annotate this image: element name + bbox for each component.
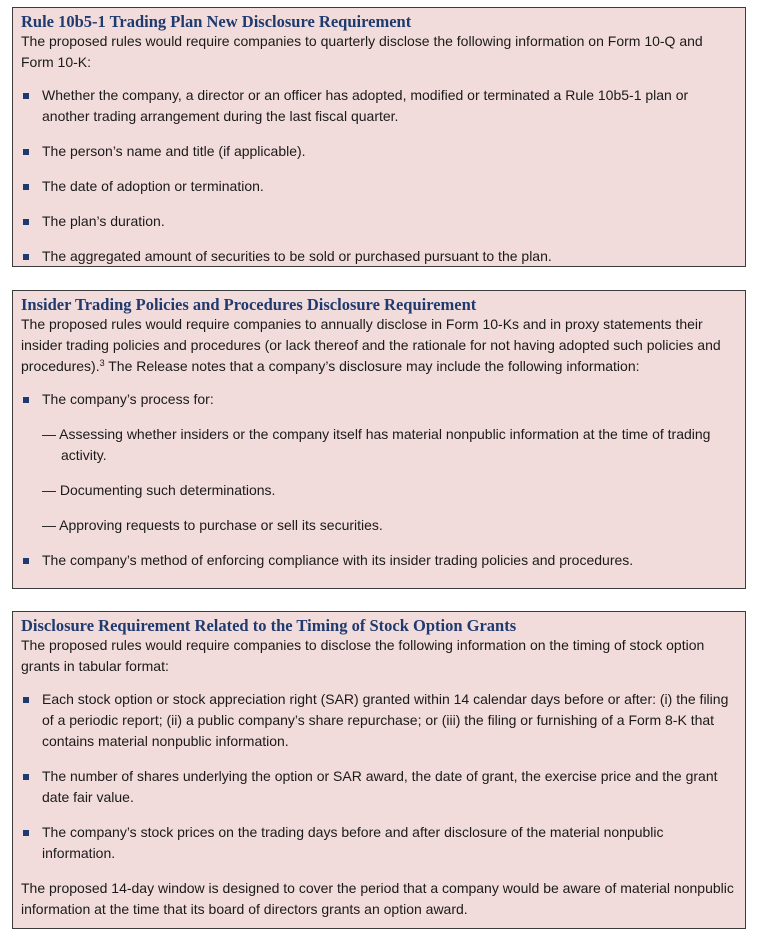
list-item-text: The company’s stock prices on the trading days before and after disclosure of the material nonpublic information. <box>42 824 664 861</box>
sub-list-item: — Assessing whether insiders or the company itself has material nonpublic information at the time of trading activity. <box>42 426 711 463</box>
list-item <box>21 389 735 410</box>
square-bullet-icon <box>23 830 29 836</box>
intro-text-continued: The Release notes that a company’s disclosure may include the following information: <box>104 358 640 374</box>
list-item-text: Whether the company, a director or an officer has adopted, modified or terminated a Rule 10b5-1 plan or another trading arrangement during the last fiscal quarter. <box>42 87 689 124</box>
list-item <box>21 211 735 232</box>
square-bullet-icon <box>23 149 29 155</box>
box-title: Disclosure Requirement Related to the Timing of Stock Option Grants <box>21 616 517 635</box>
footnote-reference: 3 <box>99 358 105 368</box>
list-item <box>21 689 735 752</box>
square-bullet-icon <box>23 184 29 190</box>
list-item-text: The person’s name and title (if applicable). <box>42 143 306 159</box>
list-item <box>21 822 735 864</box>
square-bullet-icon <box>23 254 29 260</box>
list-item-text: The aggregated amount of securities to be sold or purchased pursuant to the plan. <box>42 248 552 264</box>
list-item-text: The company’s process for: <box>42 391 214 407</box>
rule-10b5-1-disclosure-box <box>12 7 746 267</box>
square-bullet-icon <box>23 558 29 564</box>
list-item-text: Each stock option or stock appreciation right (SAR) granted within 14 calendar days before or after: (i) the filing of a periodic report; (ii) a public company’s share repurchase; or (iii) the filing or furnishing of a Form 8-K that contains material nonpublic information. <box>42 691 729 749</box>
square-bullet-icon <box>23 219 29 225</box>
box-intro: The proposed rules would require companies to quarterly disclose the following information on Form 10-Q and Form 10-K: <box>21 33 703 70</box>
square-bullet-icon <box>23 93 29 99</box>
list-item <box>21 550 735 571</box>
square-bullet-icon <box>23 774 29 780</box>
box-intro: The proposed rules would require companies to disclose the following information on the timing of stock option grants in tabular format: <box>21 637 705 674</box>
list-item <box>21 176 735 197</box>
list-item <box>21 85 735 127</box>
list-item <box>21 766 735 808</box>
square-bullet-icon <box>23 397 29 403</box>
closing-paragraph: The proposed 14-day window is designed to cover the period that a company would be aware of material nonpublic information at the time that its board of directors grants an option award. <box>21 880 734 917</box>
sub-list-item: — Approving requests to purchase or sell its securities. <box>42 517 383 533</box>
list-item-text: The date of adoption or termination. <box>42 178 264 194</box>
list-item-text: The company’s method of enforcing compliance with its insider trading policies and procedures. <box>42 552 634 568</box>
box-intro <box>21 314 735 377</box>
square-bullet-icon <box>23 697 29 703</box>
box-title: Rule 10b5-1 Trading Plan New Disclosure Requirement <box>21 12 412 31</box>
list-item-text: The number of shares underlying the option or SAR award, the date of grant, the exercise price and the grant date fair value. <box>42 768 718 805</box>
list-item <box>21 141 735 162</box>
list-item-text: The plan’s duration. <box>42 213 165 229</box>
sub-list-item: — Documenting such determinations. <box>42 482 276 498</box>
intro-text: The proposed rules would require companies to annually disclose in Form 10-Ks and in proxy statements their insider trading policies and procedures (or lack thereof and the rationale for not having adopted such policies and procedures). <box>21 316 721 374</box>
stock-option-timing-box <box>12 611 746 929</box>
insider-trading-policies-box <box>12 290 746 589</box>
box-title: Insider Trading Policies and Procedures Disclosure Requirement <box>21 295 477 314</box>
list-item <box>21 246 735 267</box>
